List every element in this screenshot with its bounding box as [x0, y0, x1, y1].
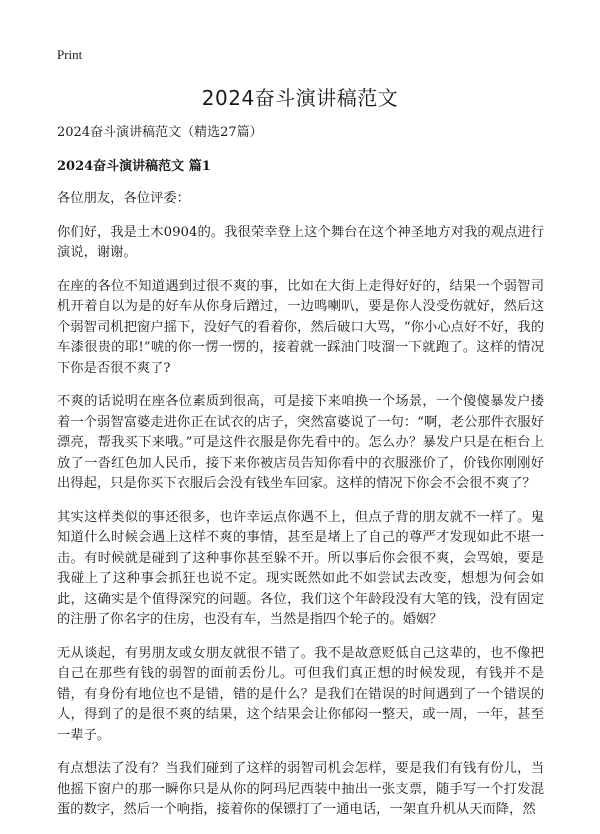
- document-title: 2024奋斗演讲稿范文: [201, 86, 399, 110]
- paragraph-scenario-shop: 不爽的话说明在座各位素质到很高，可是接下来咱换一个场景，一个傻傻暴发户搂着一个弱智富婆走进你正在试衣的店子，突然富婆说了一句：“啊，老公那件衣服好漂亮，帮我买下来哦。”可是这件衣服是你先看中的。怎么办？暴发户只是在柜台上放了一沓红色加人民币，接下来你被店员告知你看中的衣服涨价了，价钱你刚刚好出得起，只是你买下衣服后会没有钱坐车回家。这样的情况下你会不会很不爽了？: [57, 394, 544, 491]
- paragraph-hypothetical: 有点想法了没有？当我们碰到了这样的弱智司机会怎样，要是我们有钱有份儿，当他摇下窗户的那一瞬你只是从你的阿玛尼西装中抽出一张支票，随手写一个打发混蛋的数字，然后一个响指，接着你的保镖打了一通电话，一架直升机从天而降，然: [57, 761, 544, 817]
- section-heading: 2024奋斗演讲稿范文 篇1: [57, 159, 211, 174]
- paragraph-greeting: 各位朋友，各位评委：: [57, 191, 190, 206]
- document-subtitle: 2024奋斗演讲稿范文（精选27篇）: [57, 125, 263, 140]
- paragraph-argument: 无从谈起，有男朋友或女朋友就很不错了。我不是故意贬低自己这辈的，也不像把自己在那些有钱的弱智的面前丢份儿。可但我们真正想的时候发现，有钱并不是错，有身份有地位也不是错，错的是什么？是我们在错误的时间遇到了一个错误的人，得到了的是很不爽的结果，这个结果会让你郁闷一整天，或一周，一年，甚至一辈子。: [57, 645, 544, 743]
- paragraph-scenario-driver: 在座的各位不知道遇到过很不爽的事，比如在大街上走得好好的，结果一个弱智司机开着自以为是的好车从你身后蹭过，一边鸣喇叭，要是你人没受伤就好，然后这个弱智司机把窗户摇下，没好气的看着你，然后破口大骂，“你小心点好不好，我的车漆很贵的耶!”唬的你一愣一愣的，接着就一踩油门吱溜一下就跑了。这样的情况下你是否很不爽了?: [57, 278, 544, 376]
- print-link[interactable]: Print: [57, 47, 83, 62]
- paragraph-reflection: 其实这样类似的事还很多，也许幸运点你遇不上，但点子背的朋友就不一样了。鬼知道什么时候会遇上这样不爽的事情，甚至是堵上了自己的尊严才发现如此不堪一击。有时候就是碰到了这种事你甚至躲不开。所以事后你会很不爽，会骂娘，要是我碰上了这种事会抓狂也说不定。现实既然如此不如尝试去改变，想想为何会如此，这确实是个值得深究的问题。各位，我们这个年龄段没有大笔的钱，没有固定的注册了你名字的住房，也没有车，当然是指四个轮子的。婚姻？: [57, 509, 544, 627]
- document-body: [57, 123, 544, 834]
- paragraph-intro: 你们好，我是土木0904的。我很荣幸登上这个舞台在这个神圣地方对我的观点进行演说，谢谢。: [57, 224, 544, 260]
